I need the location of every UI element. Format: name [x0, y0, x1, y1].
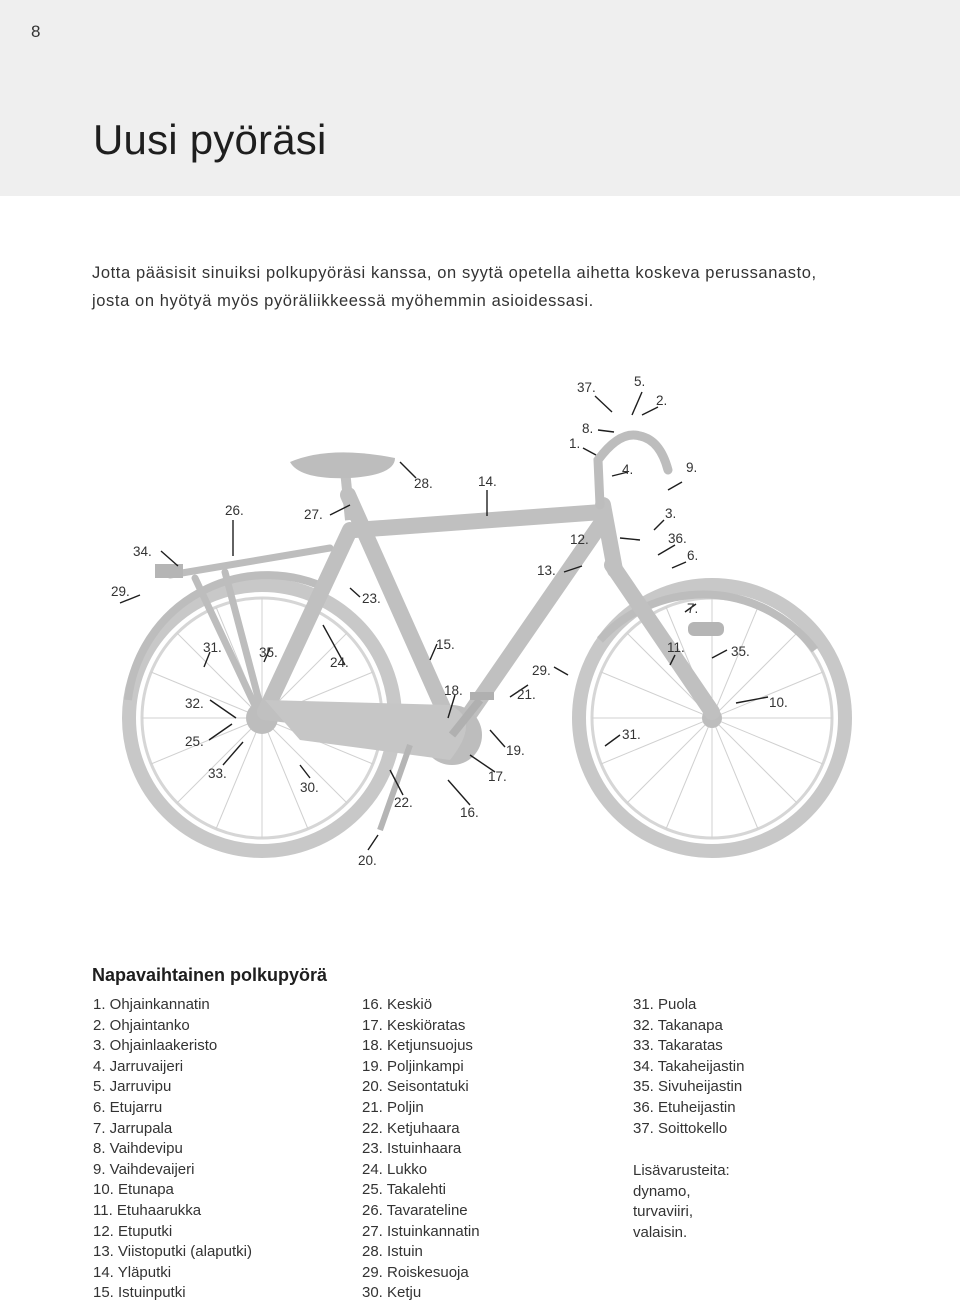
list-item: 8. Vaihdevipu [93, 1140, 183, 1158]
accessory-item: valaisin. [633, 1223, 688, 1241]
list-item: 13. Viistoputki (alaputki) [93, 1243, 252, 1261]
callout-29-rear: 29. [111, 584, 130, 599]
callout-35-rear: 35. [259, 645, 278, 660]
list-item: 35. Sivuheijastin [633, 1078, 743, 1096]
list-item: 11. Etuhaarukka [93, 1201, 202, 1219]
callout-37: 37. [577, 380, 596, 395]
list-item: 14. Yläputki [93, 1263, 172, 1281]
callout-31-front: 31. [622, 727, 641, 742]
callout-32: 32. [185, 696, 204, 711]
list-item: 24. Lukko [362, 1160, 428, 1178]
list-item: 9. Vaihdevaijeri [93, 1160, 195, 1178]
list-item: 16. Keskiö [362, 996, 433, 1013]
callout-35-front: 35. [731, 644, 750, 659]
callout-7: 7. [687, 601, 699, 616]
callout-22: 22. [394, 795, 413, 810]
list-item: 28. Istuin [362, 1243, 423, 1261]
list-item: 31. Puola [633, 996, 697, 1013]
callout-34: 34. [133, 544, 152, 559]
callout-15: 15. [436, 637, 455, 652]
callout-1: 1. [569, 436, 581, 451]
accessories-title: Lisävarusteita: [633, 1162, 730, 1179]
list-item: 2. Ohjaintanko [93, 1016, 190, 1034]
callout-31-rear: 31. [203, 640, 222, 655]
list-item: 37. Soittokello [633, 1119, 728, 1137]
list-item: 1. Ohjainkannatin [93, 996, 210, 1013]
callout-5: 5. [634, 374, 646, 389]
list-item: 21. Poljin [362, 1098, 424, 1116]
callout-18: 18. [444, 683, 463, 698]
list-item: 25. Takalehti [362, 1181, 446, 1199]
callout-30: 30. [300, 780, 319, 795]
callout-25: 25. [185, 734, 204, 749]
callout-36: 36. [668, 531, 687, 546]
page-title: Uusi pyöräsi [93, 116, 327, 163]
list-item: 19. Poljinkampi [362, 1057, 464, 1075]
intro-line-2: josta on hyötyä myös pyöräliikkeessä myöhemmin asioidessasi. [92, 292, 594, 310]
callout-2: 2. [656, 393, 668, 408]
list-item: 30. Ketju [362, 1284, 422, 1302]
list-item: 4. Jarruvaijeri [93, 1057, 184, 1075]
page-number: 8 [31, 22, 41, 41]
callout-29-front: 29. [532, 663, 551, 678]
list-item: 12. Etuputki [93, 1222, 173, 1240]
list-item: 6. Etujarru [93, 1098, 163, 1116]
list-item: 7. Jarrupala [93, 1119, 173, 1137]
callout-10: 10. [769, 695, 788, 710]
callout-17: 17. [488, 769, 507, 784]
callout-26: 26. [225, 503, 244, 518]
list-item: 34. Takaheijastin [633, 1057, 745, 1075]
list-item: 5. Jarruvipu [93, 1078, 172, 1096]
list-item: 18. Ketjunsuojus [362, 1037, 473, 1055]
callout-16: 16. [460, 805, 479, 820]
list-item: 33. Takaratas [633, 1037, 723, 1055]
callout-33: 33. [208, 766, 227, 781]
header-band [0, 0, 960, 196]
callout-3: 3. [665, 506, 677, 521]
accessory-item: dynamo, [633, 1182, 691, 1200]
list-item: 17. Keskiöratas [362, 1016, 466, 1034]
parts-list-column-1 [93, 995, 252, 1304]
intro-line-1: Jotta pääsisit sinuiksi polkupyöräsi kanssa, on syytä opetella aihetta koskeva perussanasto, [92, 264, 817, 282]
callout-12: 12. [570, 532, 589, 547]
callout-19: 19. [506, 743, 525, 758]
section-heading: Napavaihtainen polkupyörä [92, 965, 328, 985]
callout-24: 24. [330, 655, 349, 670]
callout-8: 8. [582, 421, 594, 436]
callout-20: 20. [358, 853, 377, 868]
list-item: 3. Ohjainlaakeristo [93, 1037, 218, 1055]
parts-list-column-3 [633, 995, 744, 1139]
list-item: 15. Istuinputki [93, 1284, 186, 1302]
list-item: 22. Ketjuhaara [362, 1119, 460, 1137]
parts-list-column-2 [362, 995, 480, 1304]
callout-11: 11. [667, 640, 685, 655]
callout-13: 13. [537, 563, 556, 578]
list-item: 23. Istuinhaara [362, 1140, 462, 1158]
callout-27: 27. [304, 507, 323, 522]
list-item: 20. Seisontatuki [362, 1078, 469, 1096]
callout-14: 14. [478, 474, 497, 489]
list-item: 32. Takanapa [633, 1016, 723, 1034]
callout-21: 21. [517, 687, 536, 702]
list-item: 27. Istuinkannatin [362, 1222, 480, 1240]
intro-paragraph [92, 259, 872, 315]
callout-4: 4. [622, 462, 634, 477]
list-item: 29. Roiskesuoja [362, 1263, 469, 1281]
list-item: 26. Tavarateline [362, 1201, 468, 1219]
accessory-item: turvaviiri, [633, 1203, 694, 1221]
list-item: 36. Etuheijastin [633, 1098, 736, 1116]
bicycle-diagram [0, 360, 960, 880]
accessories-block [633, 1161, 730, 1243]
callout-6: 6. [687, 548, 699, 563]
list-item: 10. Etunapa [93, 1181, 174, 1199]
callout-9: 9. [686, 460, 698, 475]
callout-23: 23. [362, 591, 381, 606]
callout-28: 28. [414, 476, 433, 491]
